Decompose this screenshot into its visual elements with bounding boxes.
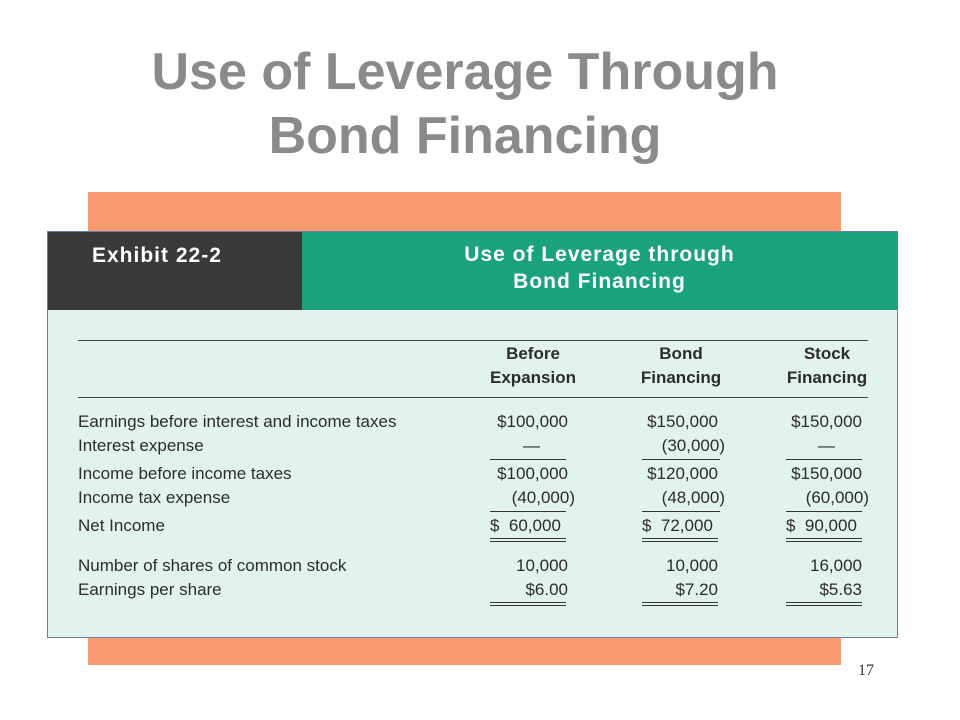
- col-header-bond-line2: Financing: [640, 368, 722, 387]
- cell-ibt-before: $100,000: [497, 464, 568, 483]
- underline-tax-bond: [642, 511, 720, 512]
- double-underline-ni-before-1: [490, 538, 566, 539]
- cell-ebit-stock: $150,000: [791, 412, 862, 431]
- double-underline-eps-bond-2: [642, 605, 718, 606]
- cell-interest-stock: —: [818, 436, 835, 455]
- cell-ni-bond: $ 72,000: [642, 516, 713, 535]
- underline-tax-before: [490, 511, 566, 512]
- row-label-shares: Number of shares of common stock: [78, 556, 347, 575]
- col-header-stock-line2: Financing: [786, 368, 868, 387]
- underline-tax-stock: [786, 511, 862, 512]
- cell-tax-before: (40,000): [511, 488, 575, 507]
- col-header-bond-line1: Bond: [659, 344, 703, 363]
- double-underline-ni-bond-1: [642, 538, 718, 539]
- cell-ni-stock: $ 90,000: [786, 516, 857, 535]
- underline-interest-before: [490, 459, 566, 460]
- exhibit-title-line2: Bond Financing: [513, 270, 686, 293]
- double-underline-ni-before-2: [490, 541, 566, 542]
- cell-ebit-before: $100,000: [497, 412, 568, 431]
- cell-shares-bond: 10,000: [666, 556, 718, 575]
- exhibit-label: Exhibit 22-2: [92, 244, 222, 267]
- row-label-interest: Interest expense: [78, 436, 204, 455]
- slide-title: [0, 40, 930, 168]
- row-label-eps: Earnings per share: [78, 580, 222, 599]
- exhibit-panel: [47, 231, 898, 638]
- table-top-rule: [78, 340, 868, 341]
- double-underline-eps-stock-1: [786, 602, 862, 603]
- cell-ibt-stock: $150,000: [791, 464, 862, 483]
- page-number: 17: [858, 662, 874, 679]
- col-header-before-line1: Before: [506, 344, 560, 363]
- cell-interest-bond: (30,000): [661, 436, 725, 455]
- double-underline-eps-before-2: [490, 605, 566, 606]
- cell-tax-stock: (60,000): [805, 488, 869, 507]
- cell-ibt-bond: $120,000: [647, 464, 718, 483]
- cell-eps-bond: $7.20: [675, 580, 718, 599]
- col-header-stock-line1: Stock: [803, 344, 851, 363]
- cell-interest-before: —: [523, 436, 540, 455]
- double-underline-eps-bond-1: [642, 602, 718, 603]
- double-underline-eps-before-1: [490, 602, 566, 603]
- slide-title-line2: Bond Financing: [268, 107, 662, 165]
- exhibit-title-line1: Use of Leverage through: [464, 243, 735, 266]
- underline-interest-bond: [642, 459, 720, 460]
- double-underline-eps-stock-2: [786, 605, 862, 606]
- double-underline-ni-bond-2: [642, 541, 718, 542]
- table-header-rule: [78, 397, 868, 398]
- cell-ni-before: $ 60,000: [490, 516, 561, 535]
- double-underline-ni-stock-1: [786, 538, 862, 539]
- cell-eps-before: $6.00: [525, 580, 568, 599]
- row-label-ebit: Earnings before interest and income taxes: [78, 412, 397, 431]
- double-underline-ni-stock-2: [786, 541, 862, 542]
- exhibit-title-box: [302, 232, 897, 310]
- cell-shares-before: 10,000: [516, 556, 568, 575]
- exhibit-label-box: [48, 232, 302, 310]
- cell-ebit-bond: $150,000: [647, 412, 718, 431]
- row-label-tax-expense: Income tax expense: [78, 488, 231, 507]
- row-label-income-before-tax: Income before income taxes: [78, 464, 292, 483]
- cell-eps-stock: $5.63: [819, 580, 862, 599]
- row-label-net-income: Net Income: [78, 516, 165, 535]
- cell-shares-stock: 16,000: [810, 556, 862, 575]
- col-header-before-line2: Expansion: [490, 368, 576, 387]
- underline-interest-stock: [786, 459, 862, 460]
- cell-tax-bond: (48,000): [661, 488, 725, 507]
- slide-title-line1: Use of Leverage Through: [151, 43, 779, 101]
